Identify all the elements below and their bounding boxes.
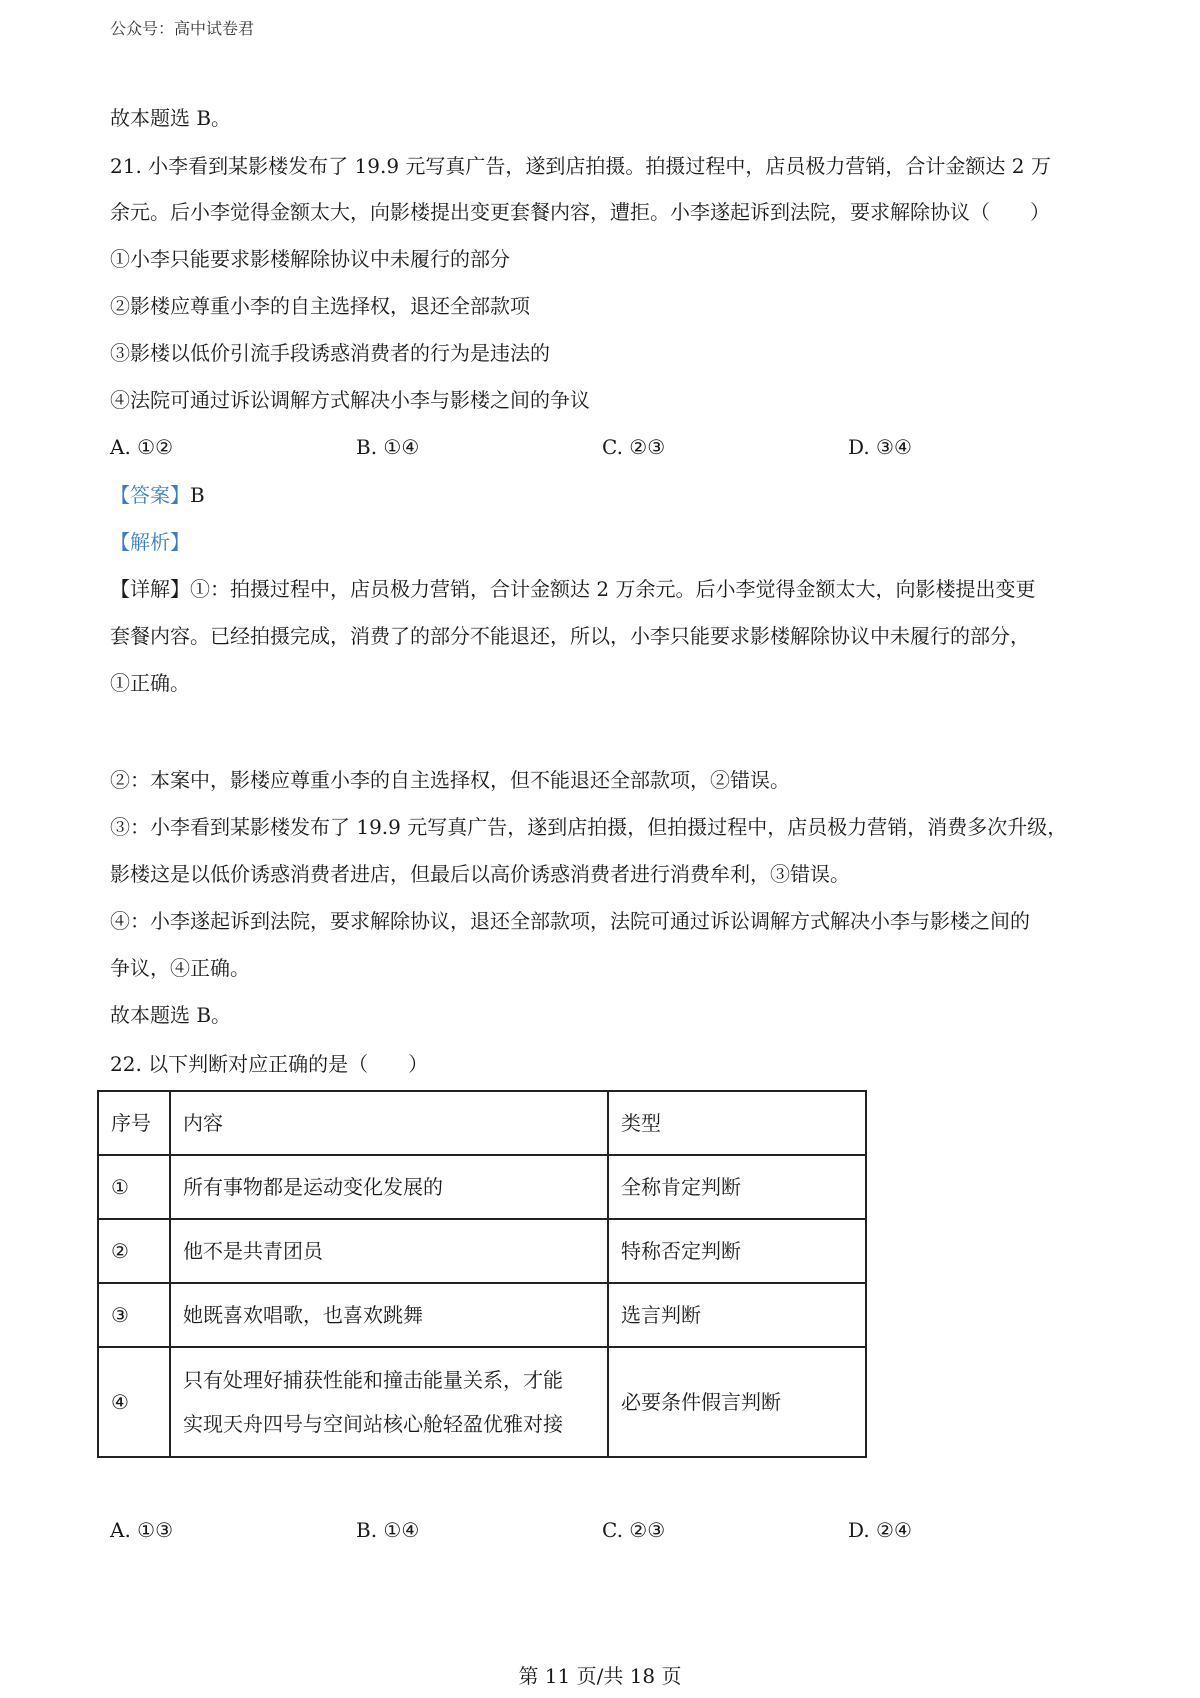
q21-item-4: ④法院可通过诉讼调解方式解决小李与影楼之间的争议 [110, 388, 590, 412]
q21-option-a: A. ①② [110, 435, 174, 459]
q22-option-c: C. ②③ [602, 1518, 666, 1542]
q21-option-c: C. ②③ [602, 435, 666, 459]
answer-tag: 【答案】 [110, 483, 190, 507]
q21-option-b: B. ①④ [356, 435, 420, 459]
q21-stem-line2: 余元。后小李觉得金额太大，向影楼提出变更套餐内容，遭拒。小李遂起诉到法院，要求解除协议（ ） [110, 200, 1050, 224]
row-content: 所有事物都是运动变化发展的 [170, 1155, 608, 1219]
detail-2: ②：本案中，影楼应尊重小李的自主选择权，但不能退还全部款项，②错误。 [110, 768, 790, 792]
answer-value: B [190, 483, 205, 507]
detail-1-line3: ①正确。 [110, 671, 190, 695]
previous-conclusion: 故本题选 B。 [110, 106, 232, 130]
row-number: ④ [98, 1347, 170, 1457]
table-row [98, 1283, 866, 1347]
row-content-line2: 实现天舟四号与空间站核心舱轻盈优雅对接 [183, 1412, 563, 1436]
header-cell-number: 序号 [98, 1091, 170, 1155]
row-type: 必要条件假言判断 [608, 1347, 866, 1457]
row-content-line1: 只有处理好捕获性能和撞击能量关系，才能 [183, 1368, 563, 1392]
detail-1-line2: 套餐内容。已经拍摄完成，消费了的部分不能退还，所以，小李只能要求影楼解除协议中未履行的部分， [110, 624, 1030, 648]
q22-stem: 22. 以下判断对应正确的是（ ） [110, 1052, 429, 1076]
q21-option-d: D. ③④ [848, 435, 912, 459]
table-header-row [98, 1091, 866, 1155]
row-content [170, 1347, 608, 1457]
header-cell-type: 类型 [608, 1091, 866, 1155]
judgment-table [97, 1090, 867, 1458]
analysis-tag: 【解析】 [110, 530, 190, 554]
row-number: ② [98, 1219, 170, 1283]
table-row [98, 1155, 866, 1219]
q21-item-1: ①小李只能要求影楼解除协议中未履行的部分 [110, 247, 510, 271]
q21-answer [110, 483, 205, 507]
q22-option-d: D. ②④ [848, 1518, 912, 1542]
q22-option-b: B. ①④ [356, 1518, 420, 1542]
row-type: 选言判断 [608, 1283, 866, 1347]
detail-4-line2: 争议，④正确。 [110, 956, 250, 980]
table-row [98, 1347, 866, 1457]
row-type: 全称肯定判断 [608, 1155, 866, 1219]
header-cell-content: 内容 [170, 1091, 608, 1155]
q21-stem-line1: 21. 小李看到某影楼发布了 19.9 元写真广告，遂到店拍摄。拍摄过程中，店员极力营销，合计金额达 2 万 [110, 154, 1051, 178]
page-footer: 第 11 页/共 18 页 [518, 1664, 682, 1688]
q22-option-a: A. ①③ [110, 1518, 174, 1542]
row-content: 他不是共青团员 [170, 1219, 608, 1283]
row-content: 她既喜欢唱歌，也喜欢跳舞 [170, 1283, 608, 1347]
table-row [98, 1219, 866, 1283]
row-number: ③ [98, 1283, 170, 1347]
row-type: 特称否定判断 [608, 1219, 866, 1283]
q21-item-2: ②影楼应尊重小李的自主选择权，退还全部款项 [110, 294, 530, 318]
detail-3-line2: 影楼这是以低价诱惑消费者进店，但最后以高价诱惑消费者进行消费牟利，③错误。 [110, 862, 850, 886]
detail-4-line1: ④：小李遂起诉到法院，要求解除协议，退还全部款项，法院可通过诉讼调解方式解决小李与影楼之间的 [110, 909, 1030, 933]
q21-conclusion: 故本题选 B。 [110, 1003, 232, 1027]
q21-item-3: ③影楼以低价引流手段诱惑消费者的行为是违法的 [110, 341, 550, 365]
detail-3-line1: ③：小李看到某影楼发布了 19.9 元写真广告，遂到店拍摄，但拍摄过程中，店员极力营销，消费多次升级， [110, 815, 1068, 839]
page-header: 公众号：高中试卷君 [110, 19, 255, 38]
row-number: ① [98, 1155, 170, 1219]
detail-1-line1: 【详解】①：拍摄过程中，店员极力营销，合计金额达 2 万余元。后小李觉得金额太大，向影楼提出变更 [110, 577, 1036, 601]
